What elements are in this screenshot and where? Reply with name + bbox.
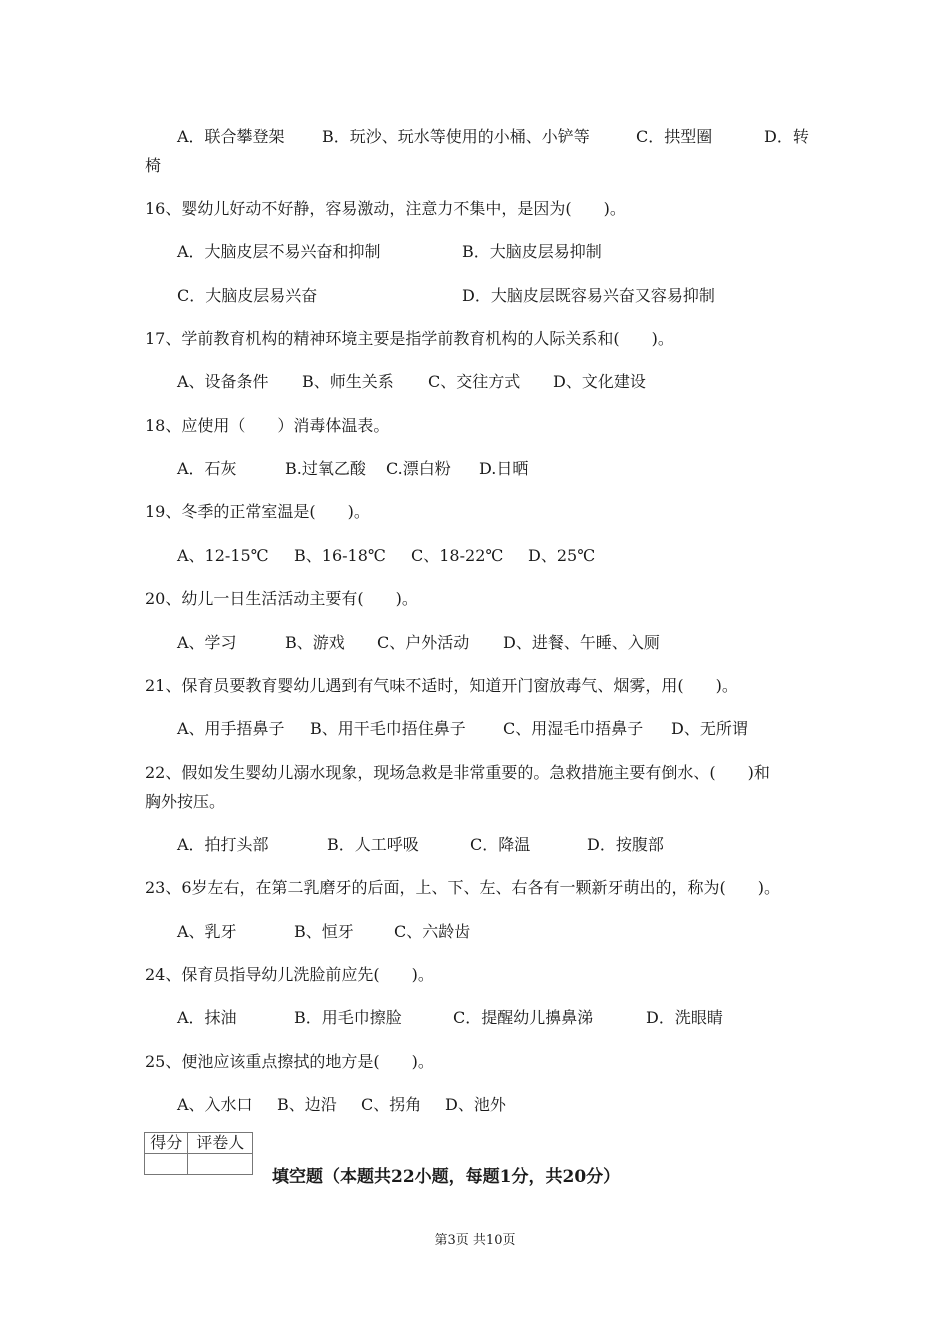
option-d: D、无所谓 bbox=[671, 719, 748, 738]
q15-option-c: C．拱型圈 bbox=[636, 127, 713, 146]
option-b: B、16-18℃ bbox=[294, 546, 386, 565]
question-stem-continued: 胸外按压。 bbox=[145, 792, 226, 811]
option-b: B、边沿 bbox=[277, 1095, 337, 1114]
option-c: C、18-22℃ bbox=[411, 546, 504, 565]
question-stem: 16、婴幼儿好动不好静，容易激动，注意力不集中，是因为( )。 bbox=[145, 199, 626, 218]
option-d: D、25℃ bbox=[528, 546, 596, 565]
option-b: B、恒牙 bbox=[294, 922, 354, 941]
option-a: A、学习 bbox=[177, 633, 237, 652]
option-d: D、池外 bbox=[445, 1095, 506, 1114]
section-title: 填空题（本题共22小题，每题1分，共20分） bbox=[272, 1167, 621, 1187]
option-a: A、乳牙 bbox=[177, 922, 237, 941]
option-a: A．大脑皮层不易兴奋和抑制 bbox=[177, 242, 381, 261]
option-c: C、户外活动 bbox=[377, 633, 470, 652]
q15-option-d: D．转 bbox=[764, 127, 809, 146]
option-b: B．用毛巾擦脸 bbox=[294, 1008, 402, 1027]
question-stem: 20、幼儿一日生活活动主要有( )。 bbox=[145, 589, 418, 608]
option-b: B.过氧乙酸 bbox=[285, 459, 366, 478]
option-a: A、12-15℃ bbox=[177, 546, 269, 565]
option-c: C、交往方式 bbox=[428, 372, 521, 391]
q15-option-a: A．联合攀登架 bbox=[177, 127, 285, 146]
question-stem: 25、便池应该重点擦拭的地方是( )。 bbox=[145, 1052, 434, 1071]
option-d: D．大脑皮层既容易兴奋又容易抑制 bbox=[462, 286, 715, 305]
question-stem: 17、学前教育机构的精神环境主要是指学前教育机构的人际关系和( )。 bbox=[145, 329, 674, 348]
option-c: C.漂白粉 bbox=[386, 459, 451, 478]
question-stem: 22、假如发生婴幼儿溺水现象，现场急救是非常重要的。急救措施主要有倒水、( )和 bbox=[145, 763, 770, 782]
option-c: C．大脑皮层易兴奋 bbox=[177, 286, 318, 305]
q15-option-b: B．玩沙、玩水等使用的小桶、小铲等 bbox=[322, 127, 590, 146]
question-stem: 23、6岁左右，在第二乳磨牙的后面，上、下、左、右各有一颗新牙萌出的，称为( )。 bbox=[145, 878, 781, 897]
q15-option-d-continued: 椅 bbox=[145, 156, 162, 175]
option-d: D.日晒 bbox=[479, 459, 529, 478]
option-a: A．拍打头部 bbox=[177, 835, 269, 854]
page-footer: 第3页 共10页 bbox=[434, 1233, 516, 1248]
option-a: A、用手捂鼻子 bbox=[177, 719, 285, 738]
option-b: B．人工呼吸 bbox=[327, 835, 419, 854]
option-b: B、用干毛巾捂住鼻子 bbox=[310, 719, 466, 738]
option-c: C．提醒幼儿擤鼻涕 bbox=[453, 1008, 594, 1027]
score-label: 得分 bbox=[145, 1133, 188, 1154]
option-d: D．洗眼睛 bbox=[646, 1008, 723, 1027]
option-d: D、进餐、午睡、入厕 bbox=[503, 633, 660, 652]
option-a: A．石灰 bbox=[177, 459, 237, 478]
question-stem: 21、保育员要教育婴幼儿遇到有气味不适时，知道开门窗放毒气、烟雾，用( )。 bbox=[145, 676, 738, 695]
option-b: B、师生关系 bbox=[302, 372, 394, 391]
question-stem: 19、冬季的正常室温是( )。 bbox=[145, 502, 370, 521]
score-cell bbox=[145, 1154, 188, 1175]
option-d: D．按腹部 bbox=[587, 835, 664, 854]
option-c: C．降温 bbox=[470, 835, 531, 854]
option-a: A、设备条件 bbox=[177, 372, 269, 391]
grader-label: 评卷人 bbox=[188, 1133, 253, 1154]
grader-cell bbox=[188, 1154, 253, 1175]
option-c: C、用湿毛巾捂鼻子 bbox=[503, 719, 644, 738]
grading-table bbox=[144, 1132, 253, 1177]
option-b: B、游戏 bbox=[285, 633, 345, 652]
question-stem: 24、保育员指导幼儿洗脸前应先( )。 bbox=[145, 965, 434, 984]
option-a: A．抹油 bbox=[177, 1008, 237, 1027]
question-stem: 18、应使用（ ）消毒体温表。 bbox=[145, 416, 390, 435]
option-b: B．大脑皮层易抑制 bbox=[462, 242, 602, 261]
option-c: C、六龄齿 bbox=[394, 922, 471, 941]
option-a: A、入水口 bbox=[177, 1095, 253, 1114]
option-c: C、拐角 bbox=[361, 1095, 422, 1114]
option-d: D、文化建设 bbox=[553, 372, 646, 391]
